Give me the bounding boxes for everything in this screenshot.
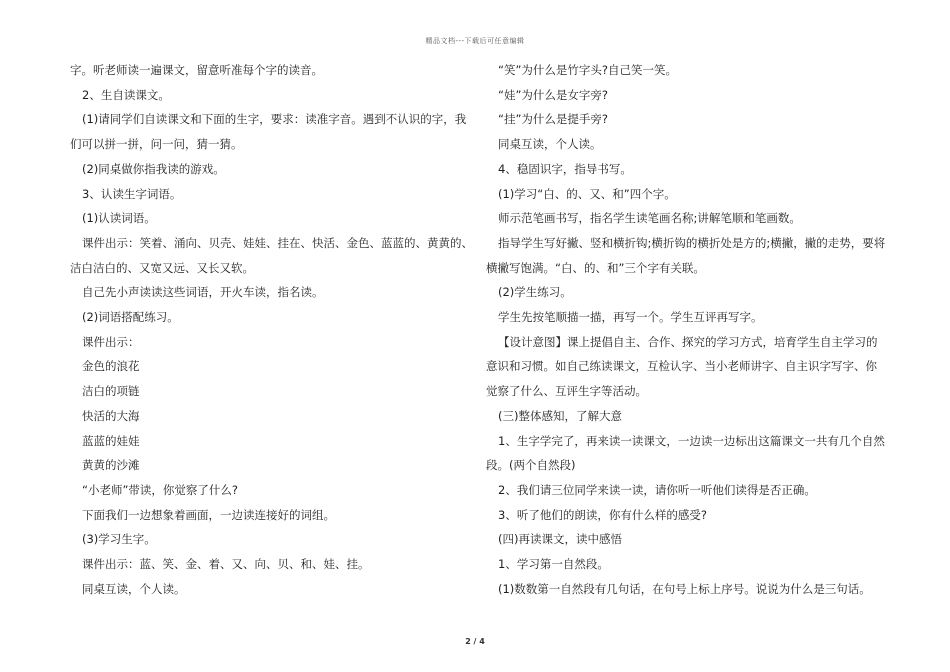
text-line: 横撇写饱满。“白、的、和”三个字有关联。 (486, 260, 705, 275)
text-line: 意识和习惯。如自己练读课文，互检认字、当小老师讲字、自主识字写字、你 (486, 359, 877, 374)
text-line: 段。(两个自然段) (486, 458, 576, 473)
text-line: 课件出示： (82, 334, 140, 349)
text-line: 1、学习第一自然段。 (498, 557, 609, 571)
text-line: “挂”为什么是提手旁? (498, 112, 609, 127)
text-line: 指导学生写好撇、竖和横折钩;横折钩的横折处是方的;横撇，撇的走势，要将 (498, 235, 886, 250)
text-line: “娃”为什么是女字旁? (498, 87, 609, 102)
text-line: 洁白的项链 (82, 384, 140, 399)
text-line: 金色的浪花 (82, 359, 140, 374)
text-line: (2)学生练习。 (498, 285, 572, 300)
text-line: 们可以拼一拼，问一问，猜一猜。 (70, 137, 243, 152)
page-number: 2 / 4 (465, 637, 485, 646)
text-line: (1)学习“白、的、又、和”四个字。 (498, 186, 676, 201)
text-line: 师示范笔画书写，指名学生读笔画名称;讲解笔顺和笔画数。 (498, 211, 801, 226)
text-line: 3、认读生字词语。 (82, 186, 182, 201)
text-line: (1)认读词语。 (82, 211, 156, 226)
text-line: 学生先按笔顺描一描，再写一个。学生互评再写字。 (498, 310, 763, 324)
text-line: (三)整体感知，了解大意 (498, 408, 622, 423)
text-line: 觉察了什么、互评生字等活动。 (486, 384, 647, 399)
text-line: 课件出示：笑着、涌向、贝壳、娃娃、挂在、快活、金色、蓝蓝的、黄黄的、 (82, 235, 473, 250)
text-line: (2)同桌做你指我读的游戏。 (82, 161, 225, 176)
text-line: “笑”为什么是竹字头?自己笑一笑。 (498, 63, 678, 77)
page-header: 精品文档---下载后可任意编辑 (425, 37, 525, 45)
text-line: 洁白洁白的、又宽又远、又长又软。 (70, 260, 254, 275)
text-line: (3)学习生字。 (82, 532, 156, 547)
text-line: 字。听老师读一遍课文，留意听准每个字的读音。 (70, 63, 323, 77)
text-line: 同桌互读，个人读。 (82, 581, 186, 596)
text-line: 同桌互读，个人读。 (498, 137, 602, 152)
text-line: 黄黄的沙滩 (82, 458, 140, 473)
text-line: 自己先小声读读这些词语，开火车读，指名读。 (82, 285, 324, 300)
text-line: 下面我们一边想象着画面，一边读连接好的词组。 (82, 507, 335, 522)
text-line: 课件出示：蓝、笑、金、着、又、向、贝、和、娃、挂。 (82, 557, 370, 571)
text-line: 3、听了他们的朗读，你有什么样的感受? (498, 507, 707, 522)
text-line: 快活的大海 (82, 408, 140, 423)
text-line: (1)请同学们自读课文和下面的生字，要求：读准字音。遇到不认识的字，我 (82, 112, 467, 127)
text-line: “小老师”带读，你觉察了什么? (82, 482, 239, 497)
text-line: 2、生自读课文。 (82, 87, 170, 102)
text-line: 4、稳固识字，指导书写。 (498, 161, 632, 176)
text-line: 蓝蓝的娃娃 (82, 433, 140, 448)
text-line: 2、我们请三位同学来读一读，请你听一听他们读得是否正确。 (498, 482, 816, 497)
text-line: 1、生字学完了，再来读一读课文，一边读一边标出这篇课文一共有几个自然 (498, 433, 885, 448)
text-line: (2)词语搭配练习。 (82, 310, 179, 324)
text-line: 【设计意图】课上提倡自主、合作、探究的学习方式，培育学生自主学习的 (498, 334, 878, 349)
text-line: (1)数数第一自然段有几句话，在句号上标上序号。说说为什么是三句话。 (498, 581, 871, 596)
text-line: (四)再读课文，读中感悟 (498, 532, 622, 547)
